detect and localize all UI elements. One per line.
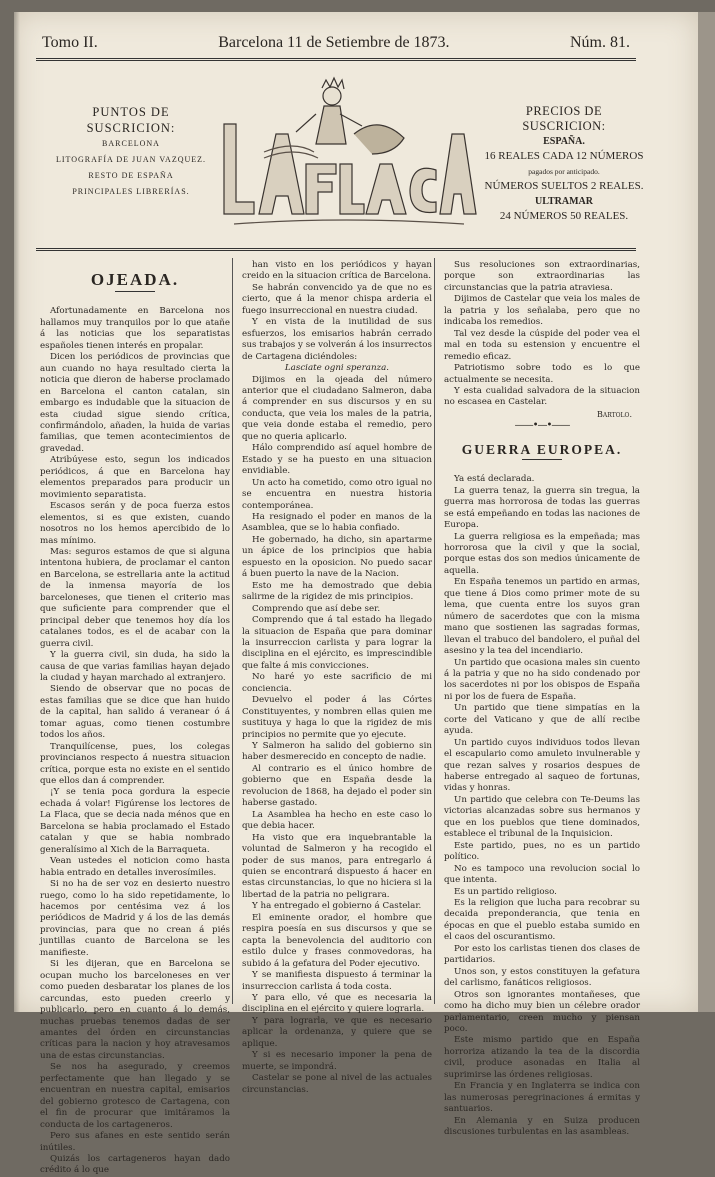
paragraph: Mas: seguros estamos de que si alguna intentona hubiera, de proclamar el canton en Barcelona, se estrellaria ante la actitud de la inmensa mayoría de los barceloneses, que tienen el criterio mas que suficiente para comprender que el principal deber que tenemos hoy día los catalanes todos, es el de acabar con la guerra civil. bbox=[40, 546, 230, 649]
paragraph: La guerra tenaz, la guerra sin tregua, la guerra mas horrorosa de todas las guerras se está empeñando en todas las naciones de Europa. bbox=[444, 485, 640, 531]
paragraph: Un partido que tiene simpatías en la corte del Vaticano y que de allí recibe ayuda. bbox=[444, 703, 640, 737]
paragraph: Afortunadamente en Barcelona nos hallamos muy tranquilos por lo que atañe á las noticias que los separatistas españoles tienen interés en propalar. bbox=[40, 306, 230, 351]
title-rule bbox=[115, 291, 155, 292]
paragraph: Otros son ignorantes montañeses, que como ha dicho muy bien un célebre orador parlamentario, creen mucho y piensan poco. bbox=[444, 989, 640, 1034]
paragraph: Este mismo partido que en España horroriza atizando la tea de la discordia civil, produce asonadas en Italia al suprimirse las órdenes religiosas. bbox=[444, 1035, 640, 1080]
paragraph: Comprendo que á tal estado ha llegado la situacion de España que para dominar la insurreccion carlista y para lograr la disciplina en el ejército, es imprescindible que falte á mis convicciones. bbox=[242, 615, 432, 671]
guerra-body bbox=[444, 474, 640, 1138]
paragraph: Ha visto que era inquebrantable la voluntad de Salmeron y ha recogido el poder de sus manos, para entregarlo á quien se encontrará dispuesto á hacer en estas circunstancias, lo que no hiciera si la libertad de la patria no peligrara. bbox=[242, 832, 432, 900]
paragraph: Y se manifiesta dispuesto á terminar la insurreccion carlista á toda costa. bbox=[242, 970, 432, 992]
paragraph: Dicen los periódicos de provincias que aun cuando no haya resultado cierta la noticia que dieron de haberse proclamado en Barcelona el canton catalan, sin embargo es indudable que la situacion de esta ciudad sigue siendo crítica, confirmándolo, añaden, la huida de varias familias, que temen acontecimientos de gravedad. bbox=[40, 352, 230, 454]
paragraph: En Francia y en Inglaterra se indica con las numerosas peregrinaciones á ermitas y santuarios. bbox=[444, 1081, 640, 1115]
paragraph: El eminente orador, el hombre que respira poesía en sus discursos y que se capta la benevolencia del auditorio con estilo dulce y frases conmovedoras, ha subido á la gefatura del Poder ejecutivo. bbox=[242, 912, 432, 969]
paragraph: Por esto los carlistas tienen dos clases de partidarios. bbox=[444, 943, 640, 966]
section-ornament: ——•—•—— bbox=[514, 420, 570, 432]
paragraph: Es un partido religioso. bbox=[454, 886, 557, 897]
column-2 bbox=[242, 260, 432, 1095]
subscription-point-1: BARCELONA bbox=[102, 139, 160, 148]
ojeada-title: OJEADA. bbox=[90, 270, 180, 289]
paragraph: Este partido, pues, no es un partido político. bbox=[444, 840, 640, 863]
paragraph: Quizás los cartageneros hayan dado crédito á lo que bbox=[40, 1153, 230, 1176]
column-rule-1 bbox=[232, 258, 233, 1004]
ojeada-body-part-3 bbox=[444, 260, 640, 409]
column-1 bbox=[40, 260, 230, 1176]
paragraph: Pero sus afanes en este sentido serán inútiles. bbox=[40, 1131, 230, 1153]
guerra-title: GUERRA EUROPEA. bbox=[461, 441, 623, 457]
subscription-point-2: LITOGRAFÍA DE JUAN VAZQUEZ. bbox=[55, 155, 207, 164]
paragraph: Esto me ha demostrado que debia salirme de la rigidez de mis principios. bbox=[242, 580, 432, 603]
ojeada-body-part-2 bbox=[242, 260, 432, 1096]
ojeada-body-part-1 bbox=[40, 306, 230, 1176]
paragraph: Y Salmeron ha salido del gobierno sin haber desmerecido en concepto de nadie. bbox=[242, 741, 432, 763]
paragraph: Patriotismo sobre todo es lo que actualmente se necesita. bbox=[444, 363, 640, 385]
paragraph: La Asamblea ha hecho en este caso lo que debia hacer. bbox=[242, 809, 432, 832]
prices-overseas-rate: 24 NÚMEROS 50 REALES. bbox=[499, 210, 629, 222]
title-rule-2 bbox=[522, 459, 562, 460]
paragraph: Dijimos en la ojeada del número anterior que el ciudadano Salmeron, daba á comprender en sus discursos y en su conducta, que veia los males de la patria, que veia donde estaba el remedio, pero que no queria aplicarlo. bbox=[242, 374, 432, 442]
paragraph: Comprendo que así debe ser. bbox=[252, 603, 381, 614]
subscription-point-3: RESTO DE ESPAÑA bbox=[88, 171, 174, 180]
prices-single-issue: NÚMEROS SUELTOS 2 REALES. bbox=[484, 180, 644, 192]
paragraph: Sus resoluciones son extraordinarias, porque son extraordinarias las circunstancias que la patria atraviesa. bbox=[444, 260, 640, 293]
newspaper-page bbox=[14, 12, 698, 1176]
masthead-rule bbox=[36, 248, 636, 251]
paragraph: Un partido que celebra con Te-Deums las victorias alcanzadas sobre sus hermanos y que en los pueblos que tiene dominados, establece el tribunal de la Inquisicion. bbox=[444, 794, 640, 840]
paragraph: En España tenemos un partido en armas, que tiene á Dios como primer mote de su lema, que cuenta entre los suyos gran número de sacerdotes que con la misma mano que sostienen las sagradas formas, llevan el trabuco del bandolero, el puñal del asesino y la tea del incendiario. bbox=[444, 577, 640, 657]
la-flaca-logo bbox=[204, 74, 484, 234]
paragraph: ¡Y se tenia poca gordura la especie echada á volar! Figúrense los lectores de La Flaca, que se decia nada ménos que en Barcelona se habia proclamado el Estado catalan y que se habia nombrado generalísimo al Xich de la Barraqueta. bbox=[40, 787, 230, 855]
prices-overseas: ULTRAMAR bbox=[535, 196, 593, 207]
paragraph: Y para lograrla, ve que es necesario aplicar la ordenanza, y quiere que se aplique. bbox=[242, 1015, 432, 1049]
paragraph: Siendo de observar que no pocas de estas familias que se dice que han huido de la capital, han salido á veranear ó á tomar aguas, como tienen costumbre todos los años. bbox=[40, 684, 230, 741]
paragraph: Unos son, y estos constituyen la gefatura del carlismo, fanáticos religiosos. bbox=[444, 966, 640, 989]
paragraph: Y esta cualidad salvadora de la situacion no escasea en Castelar. bbox=[444, 385, 640, 408]
paragraph: En Alemania y en Suiza producen discusiones turbulentas en las asambleas. bbox=[444, 1115, 640, 1138]
subscription-point-4: PRINCIPALES LIBRERÍAS. bbox=[72, 187, 190, 196]
prices-heading: PRECIOS DE SUSCRICION: bbox=[522, 104, 606, 133]
paragraph: Tal vez desde la cúspide del poder vea el mal en toda su estension y encuentre el remedio eficaz. bbox=[444, 328, 640, 362]
paragraph: Se habrán convencido ya de que no es cierto, que á la menor chispa arderia el fuego insurreccional en nuestra ciudad. bbox=[242, 282, 432, 316]
paragraph: Un partido que ocasiona males sin cuento á la patria y que no ha sido condenado por los sacerdotes ni por los obispos de España ni por los de fuera de España. bbox=[444, 657, 640, 702]
prices-prepaid-note: pagados por anticipado. bbox=[528, 167, 600, 176]
paragraph: Ya está declarada. bbox=[454, 474, 535, 485]
prices-spain: ESPAÑA. bbox=[543, 136, 585, 147]
issue-date: Barcelona 11 de Setiembre de 1873. bbox=[218, 34, 450, 51]
paragraph: Y en vista de la inutilidad de sus esfuerzos, los emisarios habrán cerrado sus trabajos y se volverán á los insurrectos de Cartagena diciéndoles: bbox=[242, 317, 432, 362]
paragraph: Y ha entregado el gobierno á Castelar. bbox=[252, 901, 422, 912]
paragraph: Y si es necesario imponer la pena de muerte, se impondrá. bbox=[242, 1050, 432, 1072]
column-rule-2 bbox=[434, 258, 435, 1004]
subscription-points-heading: PUNTOS DE SUSCRICION: bbox=[86, 105, 176, 135]
tomo-label: Tomo II. bbox=[42, 34, 98, 51]
paragraph: No haré yo este sacrificio de mi conciencia. bbox=[242, 672, 432, 694]
paragraph: Atribúyese esto, segun los indicados periódicos, á que en Barcelona hay elementos preparados para producir un movimiento separatista. bbox=[40, 455, 230, 500]
paragraph: Se nos ha asegurado, y creemos perfectamente que han llegado y se encuentran en nuestra capital, emisarios del gobierno grotesco de Cartagena, con el fin de procurar que imitáramos la conducta de los cartageneros. bbox=[40, 1062, 230, 1130]
paragraph: Castelar se pone al nivel de las actuales circunstancias. bbox=[242, 1073, 432, 1095]
column-3 bbox=[444, 260, 640, 1138]
paragraph: Y la guerra civil, sin duda, ha sido la causa de que varias familias hayan dejado la ciudad y hayan marchado al extranjero. bbox=[40, 650, 230, 683]
issue-header bbox=[36, 28, 636, 61]
binding-shadow bbox=[14, 12, 20, 1012]
paragraph: La guerra religiosa es la empeñada; mas horrorosa que la civil y que la social, porque estas dos son medios únicamente de aquella. bbox=[444, 531, 640, 576]
paragraph: Tranquilícense, pues, los colegas provincianos respecto á nuestra situacion crítica, porque esta no existe en el sentido que ellos dan á comprender. bbox=[40, 741, 230, 787]
paragraph: Lasciate ogni speranza. bbox=[284, 363, 390, 374]
page-edge bbox=[698, 12, 715, 1012]
paragraph: No es tampoco una revolucion social lo que intenta. bbox=[444, 863, 640, 886]
issue-number: Núm. 81. bbox=[570, 34, 630, 51]
paragraph: Devuelvo el poder á las Córtes Constituyentes, y nombren ellas quien me sustituya y haga lo que la rigidez de mis principios no permite que yo ejecute. bbox=[242, 695, 432, 740]
paragraph: Un acto ha cometido, como otro igual no se encuentra en nuestra historia contemporánea. bbox=[242, 477, 432, 511]
paragraph: Si les dijeran, que en Barcelona se ocupan mucho los barceloneses en ver como pueden desbaratar los planes de los carcundas, esto pueden creerlo y publicarlo, pero en cuanto á lo demás, muchas pruebas tenemos dadas de ser amantes del órden en circunstancias críticas para la nacion y hoy atravesamos una de estas circunstancias. bbox=[40, 959, 230, 1061]
paragraph: Dijimos de Castelar que veia los males de la patria y los señalaba, pero que no indicaba los remedios. bbox=[444, 294, 640, 328]
paragraph: Vean ustedes el noticion como hasta habia entrado en detalles inverosímiles. bbox=[40, 856, 230, 878]
paragraph: Un partido cuyos individuos todos llevan el escapulario como amuleto invulnerable y que rezan salves y rosarios despues de haberse entregado al saqueo de fortunas, vidas y honras. bbox=[444, 737, 640, 794]
paragraph: Ha resignado el poder en manos de la Asamblea, que se lo habia confiado. bbox=[242, 511, 432, 534]
paragraph: Al contrario es el único hombre de gobierno que en España desde la revolucion de 1868, ha dejado el poder sin haberse gastado. bbox=[242, 763, 432, 809]
subscription-prices bbox=[484, 104, 644, 224]
article-signature: Bartolo. bbox=[597, 409, 632, 419]
paragraph: He gobernado, ha dicho, sin apartarme un ápice de los principios que habia espuesto en la oposicion. No puedo sacar á buen puerto la nave de la Nacion. bbox=[242, 534, 432, 580]
subscription-points bbox=[46, 104, 216, 200]
paragraph: han visto en los periódicos y hayan creido en la situacion crítica de Barcelona. bbox=[242, 260, 432, 282]
paragraph: Si no ha de ser voz en desierto nuestro ruego, como lo ha sido repetidamente, lo hacemos por centésima vez á los periódicos de Madrid y á los de las demás provincias, para que no crean á piés juntillas cuanto de Barcelona se les manifieste. bbox=[40, 879, 230, 958]
paragraph: Hálo comprendido así aquel hombre de Estado y se ha puesto en una situacion envidiable. bbox=[242, 443, 432, 477]
paragraph: Es la religion que lucha para recobrar su decaida preponderancia, que tenia en épocas en que el pueblo estaba sumido en el caos del oscurantismo. bbox=[444, 898, 640, 943]
paragraph: Escasos serán y de poca fuerza estos elementos, si es que existen, cuando nosotros no los hemos apercibido de lo mas mínimo. bbox=[40, 501, 230, 546]
paragraph: Y para ello, vé que es necesaria la disciplina en el ejército y quiere lograrla. bbox=[242, 993, 432, 1015]
prices-spain-rate: 16 REALES CADA 12 NÚMEROS bbox=[484, 150, 644, 162]
